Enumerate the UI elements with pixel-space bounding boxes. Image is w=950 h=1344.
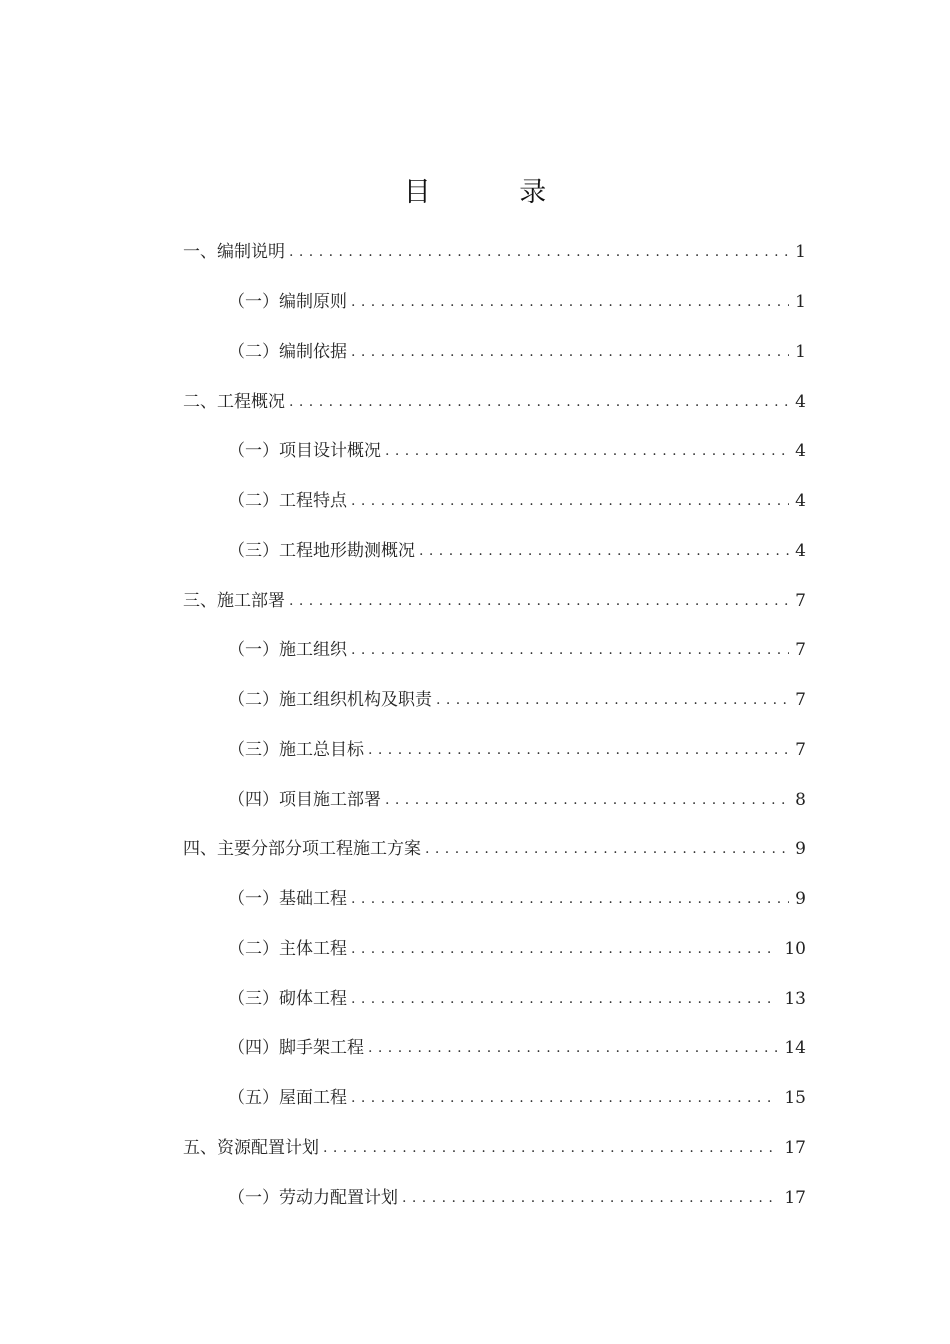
toc-entry-page: 4: [795, 441, 806, 462]
toc-leader-dots: [351, 891, 789, 908]
toc-entry-label: 三、施工部署: [183, 590, 285, 611]
toc-entry-page: 9: [795, 889, 806, 910]
toc-leader-dots: [368, 1040, 778, 1057]
toc-leader-dots: [289, 394, 789, 411]
toc-entry-page: 8: [795, 789, 806, 810]
toc-entry[interactable]: [183, 576, 806, 626]
toc-leader-dots: [351, 493, 789, 510]
toc-leader-dots: [289, 244, 789, 261]
toc-entry-label: 二、工程概况: [183, 391, 285, 412]
toc-entry-label: （二）施工组织机构及职责: [228, 690, 432, 711]
toc-entry-page: 1: [795, 242, 806, 263]
toc-entry[interactable]: [183, 1024, 806, 1074]
toc-entry[interactable]: [183, 427, 806, 477]
toc-entry-page: 15: [784, 1088, 806, 1109]
toc-entry[interactable]: [183, 527, 806, 577]
toc-entry-page: 1: [795, 292, 806, 313]
toc-entry[interactable]: [183, 1124, 806, 1174]
toc-entry-page: 10: [784, 938, 806, 959]
toc-leader-dots: [385, 792, 789, 809]
toc-leader-dots: [351, 991, 778, 1008]
toc-leader-dots: [351, 294, 789, 311]
toc-entry[interactable]: [183, 925, 806, 975]
toc-leader-dots: [402, 1190, 778, 1207]
toc-entry[interactable]: [183, 278, 806, 328]
toc-leader-dots: [385, 443, 789, 460]
toc-entry-page: 4: [795, 540, 806, 561]
toc-entry-label: （一）基础工程: [228, 889, 347, 910]
toc-entry-page: 7: [795, 590, 806, 611]
toc-entry[interactable]: [183, 1173, 806, 1223]
toc-entry-label: （一）项目设计概况: [228, 441, 381, 462]
toc-leader-dots: [351, 941, 778, 958]
toc-entry[interactable]: [183, 1074, 806, 1124]
toc-leader-dots: [351, 344, 789, 361]
table-of-contents: [183, 228, 806, 1223]
toc-entry-label: 一、编制说明: [183, 242, 285, 263]
toc-entry-page: 7: [795, 690, 806, 711]
toc-entry-page: 4: [795, 391, 806, 412]
toc-entry-page: 7: [795, 640, 806, 661]
toc-entry-label: 四、主要分部分项工程施工方案: [183, 839, 421, 860]
toc-entry-page: 9: [795, 839, 806, 860]
toc-entry-label: （三）施工总目标: [228, 739, 364, 760]
toc-entry[interactable]: [183, 328, 806, 378]
toc-entry-label: （一）劳动力配置计划: [228, 1187, 398, 1208]
toc-entry-page: 13: [784, 988, 806, 1009]
toc-entry-label: （五）屋面工程: [228, 1088, 347, 1109]
toc-entry[interactable]: [183, 875, 806, 925]
toc-entry-page: 1: [795, 341, 806, 362]
toc-title: 目 录: [403, 177, 587, 208]
toc-entry[interactable]: [183, 726, 806, 776]
toc-entry-page: 17: [784, 1137, 806, 1158]
toc-entry-label: （一）施工组织: [228, 640, 347, 661]
toc-leader-dots: [436, 692, 789, 709]
toc-leader-dots: [425, 841, 789, 858]
toc-entry-label: （二）工程特点: [228, 491, 347, 512]
toc-entry-label: （二）编制依据: [228, 341, 347, 362]
toc-leader-dots: [368, 742, 789, 759]
toc-entry[interactable]: [183, 377, 806, 427]
toc-entry-label: （四）项目施工部署: [228, 789, 381, 810]
toc-entry-page: 4: [795, 491, 806, 512]
toc-entry-label: 五、资源配置计划: [183, 1137, 319, 1158]
toc-leader-dots: [351, 1090, 778, 1107]
toc-leader-dots: [419, 543, 789, 560]
toc-entry[interactable]: [183, 228, 806, 278]
toc-entry-label: （三）砌体工程: [228, 988, 347, 1009]
toc-entry-label: （三）工程地形勘测概况: [228, 540, 415, 561]
toc-entry[interactable]: [183, 676, 806, 726]
toc-entry[interactable]: [183, 477, 806, 527]
toc-entry-page: 17: [784, 1187, 806, 1208]
toc-leader-dots: [289, 593, 789, 610]
toc-entry[interactable]: [183, 974, 806, 1024]
toc-leader-dots: [323, 1140, 778, 1157]
toc-entry-label: （二）主体工程: [228, 938, 347, 959]
toc-entry-page: 7: [795, 739, 806, 760]
toc-entry-page: 14: [784, 1038, 806, 1059]
toc-entry[interactable]: [183, 626, 806, 676]
toc-entry-label: （一）编制原则: [228, 292, 347, 313]
toc-entry-label: （四）脚手架工程: [228, 1038, 364, 1059]
toc-entry[interactable]: [183, 825, 806, 875]
toc-leader-dots: [351, 642, 789, 659]
toc-entry[interactable]: [183, 775, 806, 825]
